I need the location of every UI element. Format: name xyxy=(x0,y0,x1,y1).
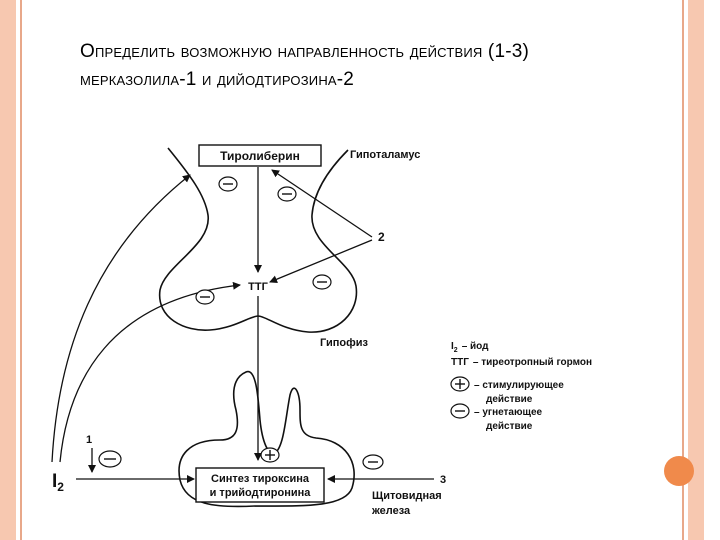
thyroliberin-label: Тиролиберин xyxy=(220,149,300,163)
minus-circle-icon xyxy=(363,455,383,469)
ttg-label: ТТГ xyxy=(248,281,268,293)
minus-circle-icon xyxy=(196,290,214,304)
marker-1: 1 xyxy=(86,434,93,446)
synthesis-line2: и трийодтиронина xyxy=(209,487,311,499)
hypophysis-label: Гипофиз xyxy=(320,337,368,349)
legend-iodine: $I_2$ – йод xyxy=(451,341,489,354)
minus-circle-icon xyxy=(313,275,331,289)
synthesis-line1: Синтез тироксина xyxy=(211,473,309,485)
minus-circle-icon xyxy=(451,404,469,418)
legend xyxy=(451,341,592,432)
legend-inhib-1: – угнетающее xyxy=(474,407,543,418)
minus-circle-icon xyxy=(278,187,296,201)
marker2-line-upper xyxy=(272,170,372,237)
thyroid-label-1: Щитовидная xyxy=(372,490,442,502)
marker-2: 2 xyxy=(378,230,385,244)
legend-inhib-2: действие xyxy=(486,421,533,432)
legend-ttg: ТТГ – тиреотропный гормон xyxy=(451,357,592,368)
marker-3: 3 xyxy=(440,474,447,486)
minus-circle-icon xyxy=(99,451,121,467)
legend-stim-1: – стимулирующее xyxy=(474,380,564,391)
hypothalamus-label: Гипоталамус xyxy=(350,149,421,161)
plus-circle-icon xyxy=(261,448,279,462)
plus-circle-icon xyxy=(451,377,469,391)
legend-stim-2: действие xyxy=(486,394,533,405)
thyroid-label-2: железа xyxy=(372,505,411,517)
i2-label: $I_2$ xyxy=(52,471,64,494)
slide-title: Определить возможную направленность действия (1-3) мерказолила-1 и дийодтирозина-2 xyxy=(80,41,530,90)
minus-circle-icon xyxy=(219,177,237,191)
